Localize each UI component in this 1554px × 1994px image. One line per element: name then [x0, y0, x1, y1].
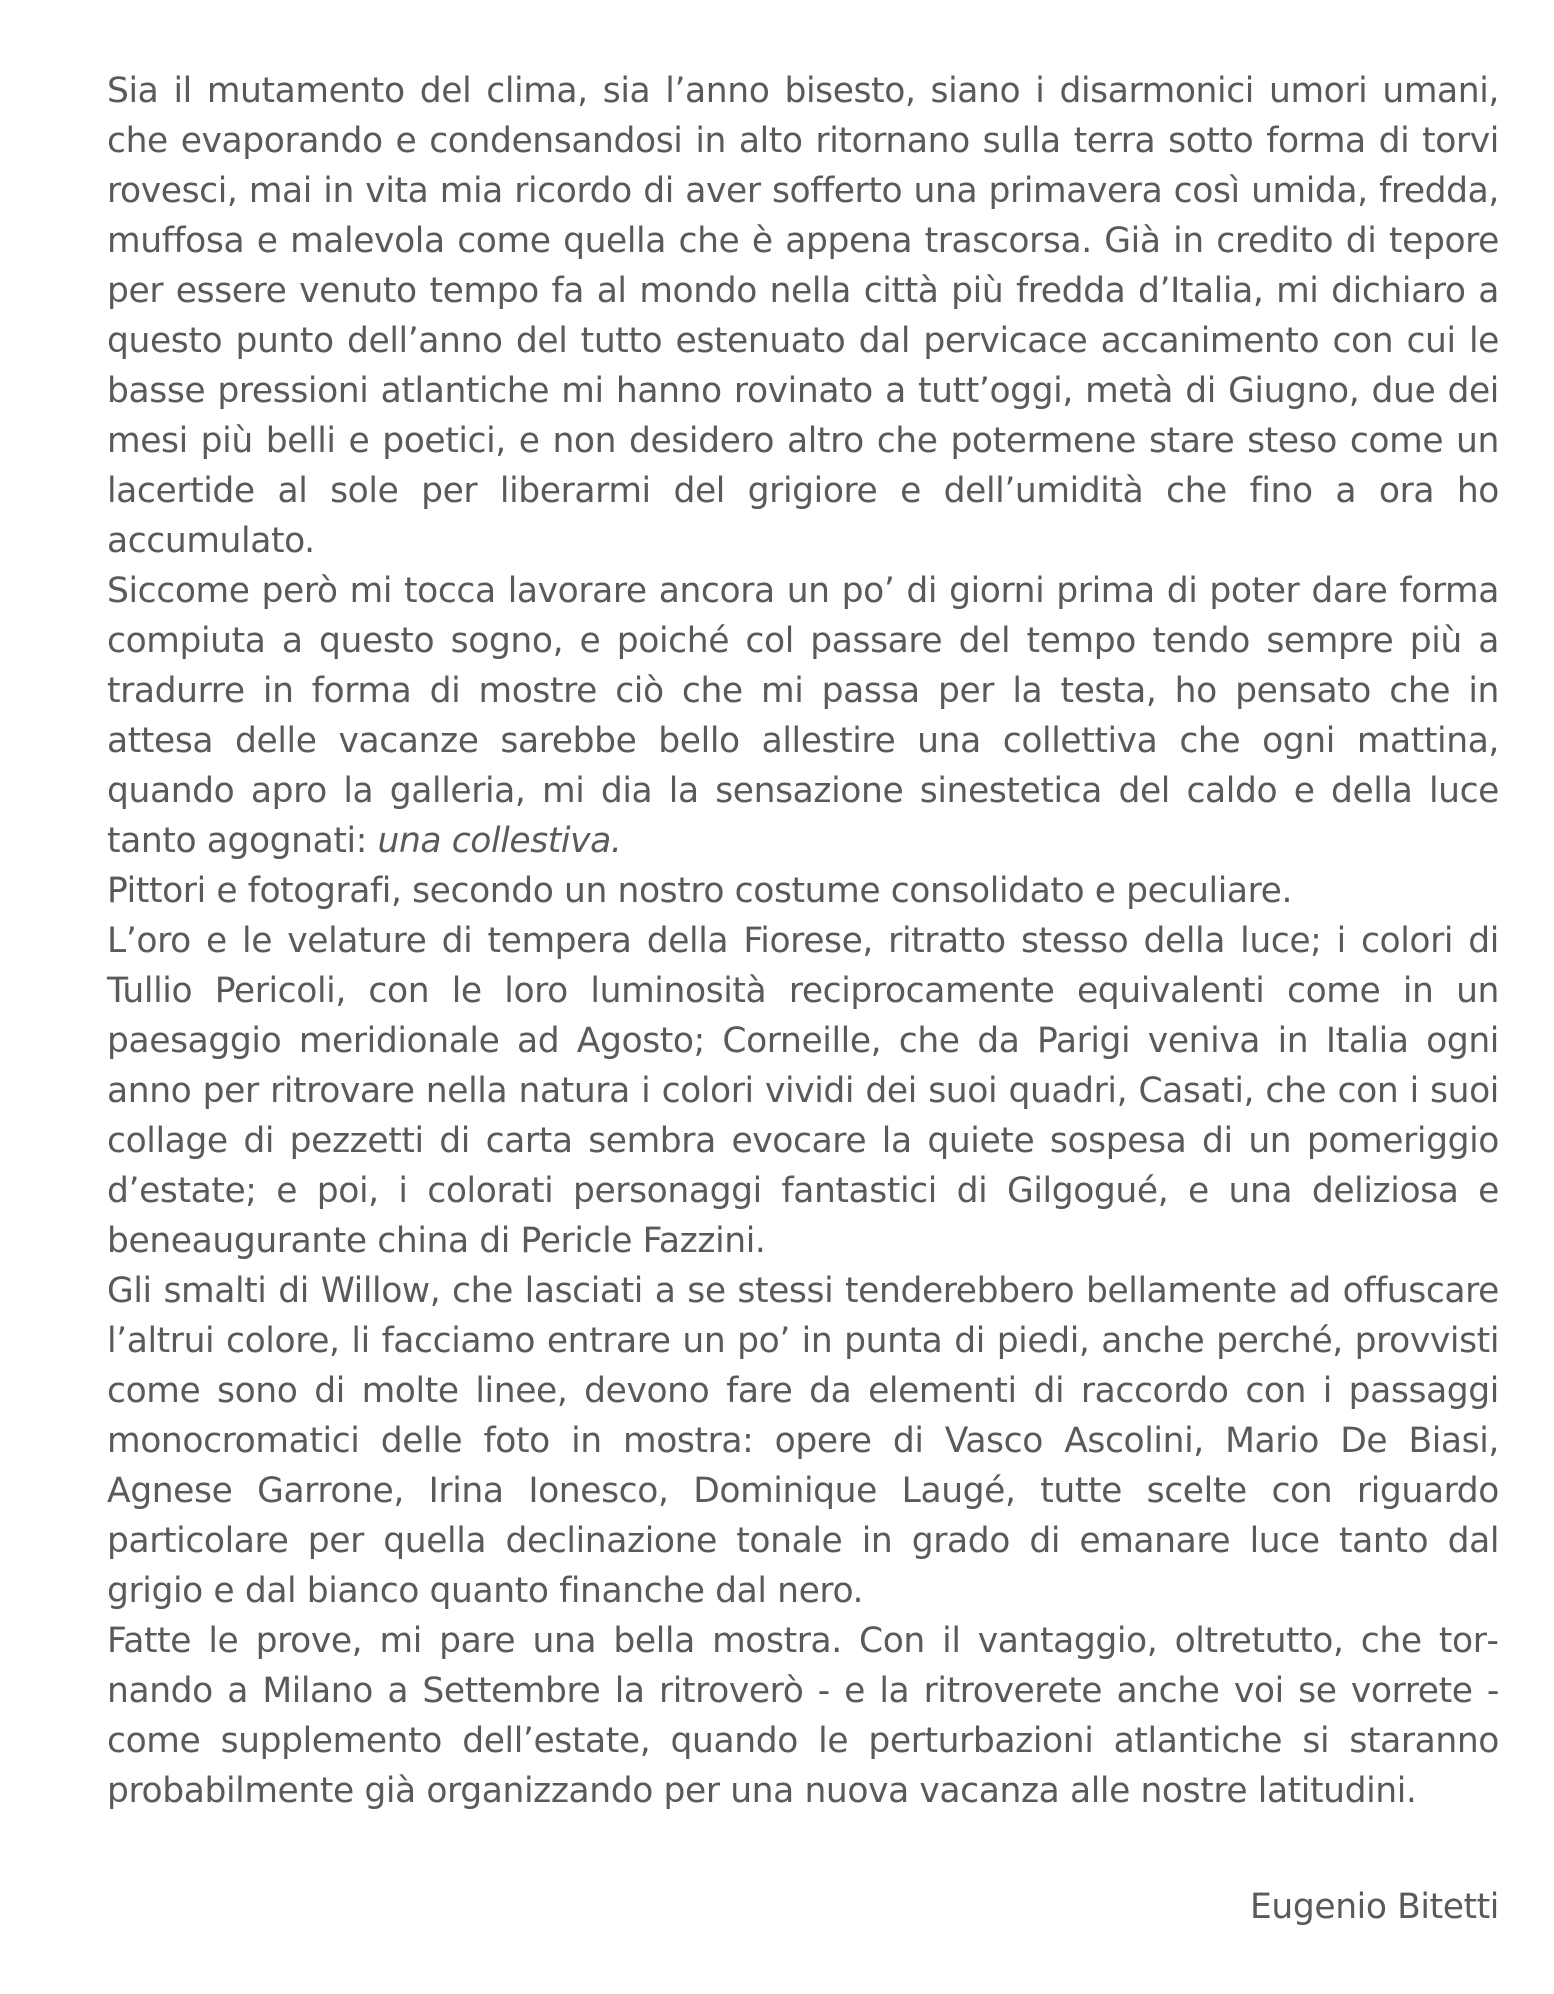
signature: Eugenio Bitetti — [1250, 1887, 1499, 1927]
paragraph-3: Pittori e fotografi, secondo un nostro costume consolidato e peculiare. — [107, 871, 1293, 911]
paragraph-4: L’oro e le velature di tempera della Fiorese, ritratto stesso della luce; i colori di Tullio Pericoli, con le loro luminosità reciprocamente equivalenti come in un paesaggio meridionale ad Agosto; Corneille, che da Parigi veniva in Italia ogni anno per ritrovare nella natura i colori vividi dei suoi quadri, Casati, che con i suoi collage di pezzetti di carta sembra evocare la quiete sospesa di un pomeriggio d’estate; e poi, i colorati personaggi fantastici di Gilgogué, e una deliziosa e beneaugurante china di Pericle Fazzini. — [107, 921, 1499, 1261]
paragraph-2-text: Siccome però mi tocca lavorare ancora un po’ di giorni prima di poter dare forma compiuta a questo sogno, e poiché col passare del tempo tendo sempre più a tradurre in forma di mostre ciò che mi passa per la testa, ho pensato che in attesa delle vacanze sarebbe bello allestire una collettiva che ogni mattina, quando apro la galleria, mi dia la sensazione sinestetica del caldo e della luce tanto agognati: — [107, 571, 1499, 861]
paragraph-6: Fatte le prove, mi pare una bella mostra. Con il vantaggio, oltretutto, che tornando a Milano a Settembre la ritroverò - e la ritroverete anche voi se vorrete - come supplemento dell’estate, quando le perturbazioni atlantiche si staranno probabilmente già organizzando per una nuova vacanza alle nostre latitudini. — [107, 1621, 1499, 1811]
paragraph-2 — [107, 566, 1499, 866]
document-body — [107, 66, 1499, 1816]
paragraph-1: Sia il mutamento del clima, sia l’anno bisesto, siano i disarmonici umori umani, che evaporando e condensandosi in alto ritornano sulla terra sotto forma di torvi rovesci, mai in vita mia ricordo di aver sofferto una primavera così umida, fredda, muffosa e malevola come quella che è appena trascorsa. Già in credito di tepore per essere venuto tempo fa al mondo nella città più fredda d’Italia, mi dichiaro a questo punto dell’anno del tutto estenuato dal pervicace accanimento con cui le basse pressioni atlantiche mi hanno rovinato a tutt’oggi, metà di Giugno, due dei mesi più belli e poetici, e non desidero altro che potermene stare steso come un lacertide al sole per liberarmi del grigiore e dell’umidità che fino a ora ho accumulato. — [107, 71, 1499, 561]
paragraph-5: Gli smalti di Willow, che lasciati a se stessi tenderebbero bellamente ad offuscare l’altrui colore, li facciamo entrare un po’ in punta di piedi, anche perché, provvisti come sono di molte linee, devono fare da elementi di raccordo con i passaggi monocromatici delle foto in mostra: opere di Vasco Ascolini, Mario De Biasi, Agnese Garrone, Irina Ionesco, Dominique Laugé, tutte scelte con riguardo particolare per quella declinazione tonale in grado di emanare luce tanto dal grigio e dal bianco quanto finanche dal nero. — [107, 1271, 1499, 1611]
paragraph-2-italic: una collestiva. — [377, 821, 622, 861]
